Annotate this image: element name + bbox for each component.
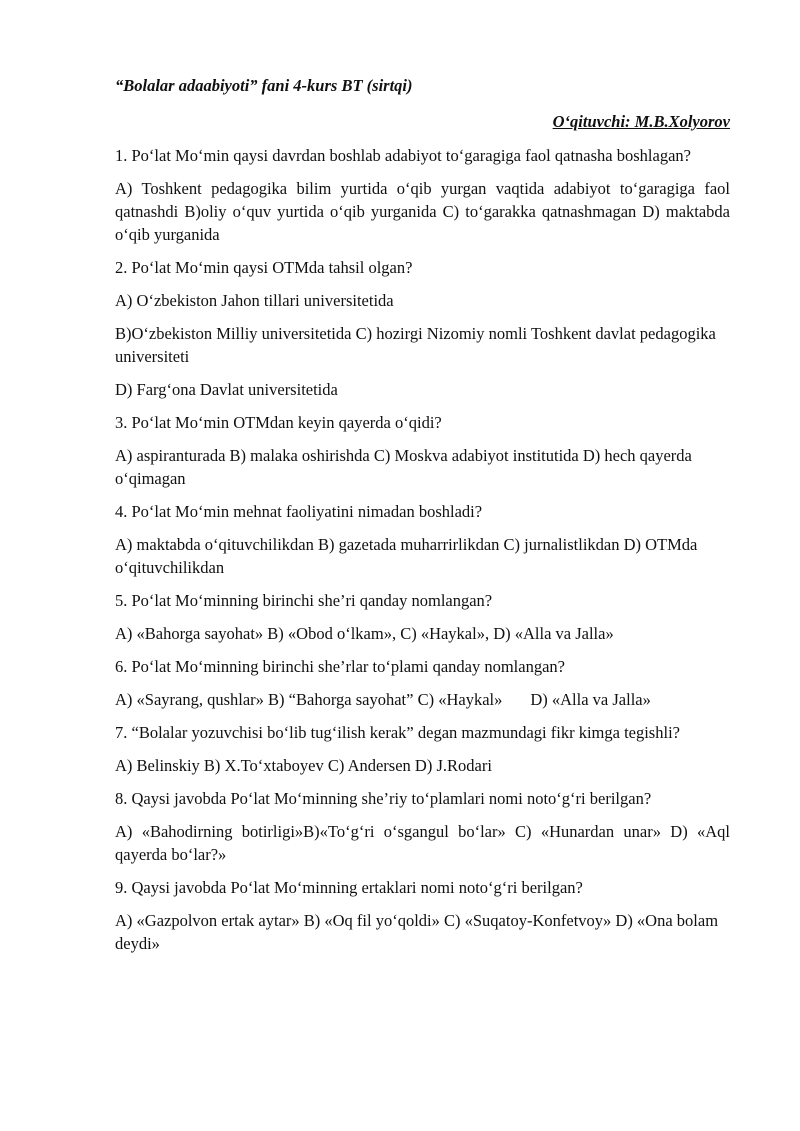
answer-6 bbox=[115, 688, 730, 711]
question-2: 2. Po‘lat Mo‘min qaysi OTMda tahsil olgan? bbox=[115, 258, 413, 277]
answer-5: A) «Bahorga sayohat» B) «Obod o‘lkam», C) «Haykal», D) «Alla va Jalla» bbox=[115, 624, 614, 643]
answer-4: A) maktabda o‘qituvchilikdan B) gazetada muharrirlikdan C) jurnalistlikdan D) OTMda o‘qituvchilikdan bbox=[115, 535, 698, 577]
teacher-name: O‘qituvchi: M.B.Xolyorov bbox=[552, 112, 730, 131]
answer-1: A) Toshkent pedagogika bilim yurtida o‘qib yurgan vaqtida adabiyot to‘garagiga faol qatnashdi B)oliy o‘quv yurtida o‘qib yurganida C) to‘garakka qatnashmagan D) maktabda o‘qib yurganida bbox=[115, 179, 730, 244]
answer-6-right: D) «Alla va Jalla» bbox=[530, 690, 651, 709]
answer-2b: B)O‘zbekiston Milliy universitetida C) hozirgi Nizomiy nomli Toshkent davlat pedagogika universiteti bbox=[115, 324, 716, 366]
question-8: 8. Qaysi javobda Po‘lat Mo‘minning she’riy to‘plamlari nomi noto‘g‘ri berilgan? bbox=[115, 789, 652, 808]
answer-2a: A) O‘zbekiston Jahon tillari universitetida bbox=[115, 291, 394, 310]
answer-8: A) «Bahodirning botirligi»B)«To‘g‘ri o‘sgangul bo‘lar» C) «Hunardan unar» D) «Aql qayerda bo‘lar?» bbox=[115, 822, 730, 864]
question-1: 1. Po‘lat Mo‘min qaysi davrdan boshlab adabiyot to‘garagiga faol qatnasha boshlagan? bbox=[115, 146, 691, 165]
question-5: 5. Po‘lat Mo‘minning birinchi she’ri qanday nomlangan? bbox=[115, 591, 493, 610]
answer-9: A) «Gazpolvon ertak aytar» B) «Oq fil yo‘qoldi» C) «Suqatoy-Konfetvoy» D) «Ona bolam deydi» bbox=[115, 911, 719, 953]
question-9: 9. Qaysi javobda Po‘lat Mo‘minning ertaklari nomi noto‘g‘ri berilgan? bbox=[115, 878, 583, 897]
answer-6-left: A) «Sayrang, qushlar» B) “Bahorga sayohat” C) «Haykal» bbox=[115, 690, 503, 709]
question-7: 7. “Bolalar yozuvchisi bo‘lib tug‘ilish kerak” degan mazmundagi fikr kimga tegishli? bbox=[115, 723, 680, 742]
answer-3: A) aspiranturada B) malaka oshirishda C) Moskva adabiyot institutida D) hech qayerda o‘qimagan bbox=[115, 446, 692, 488]
question-6: 6. Po‘lat Mo‘minning birinchi she’rlar to‘plami qanday nomlangan? bbox=[115, 657, 565, 676]
answer-7: A) Belinskiy B) X.To‘xtaboyev C) Andersen D) J.Rodari bbox=[115, 756, 492, 775]
answer-2c: D) Farg‘ona Davlat universitetida bbox=[115, 380, 338, 399]
document-title: “Bolalar adaabiyoti” fani 4-kurs BT (sirtqi) bbox=[115, 76, 413, 95]
question-4: 4. Po‘lat Mo‘min mehnat faoliyatini nimadan boshladi? bbox=[115, 502, 483, 521]
question-3: 3. Po‘lat Mo‘min OTMdan keyin qayerda o‘qidi? bbox=[115, 413, 442, 432]
